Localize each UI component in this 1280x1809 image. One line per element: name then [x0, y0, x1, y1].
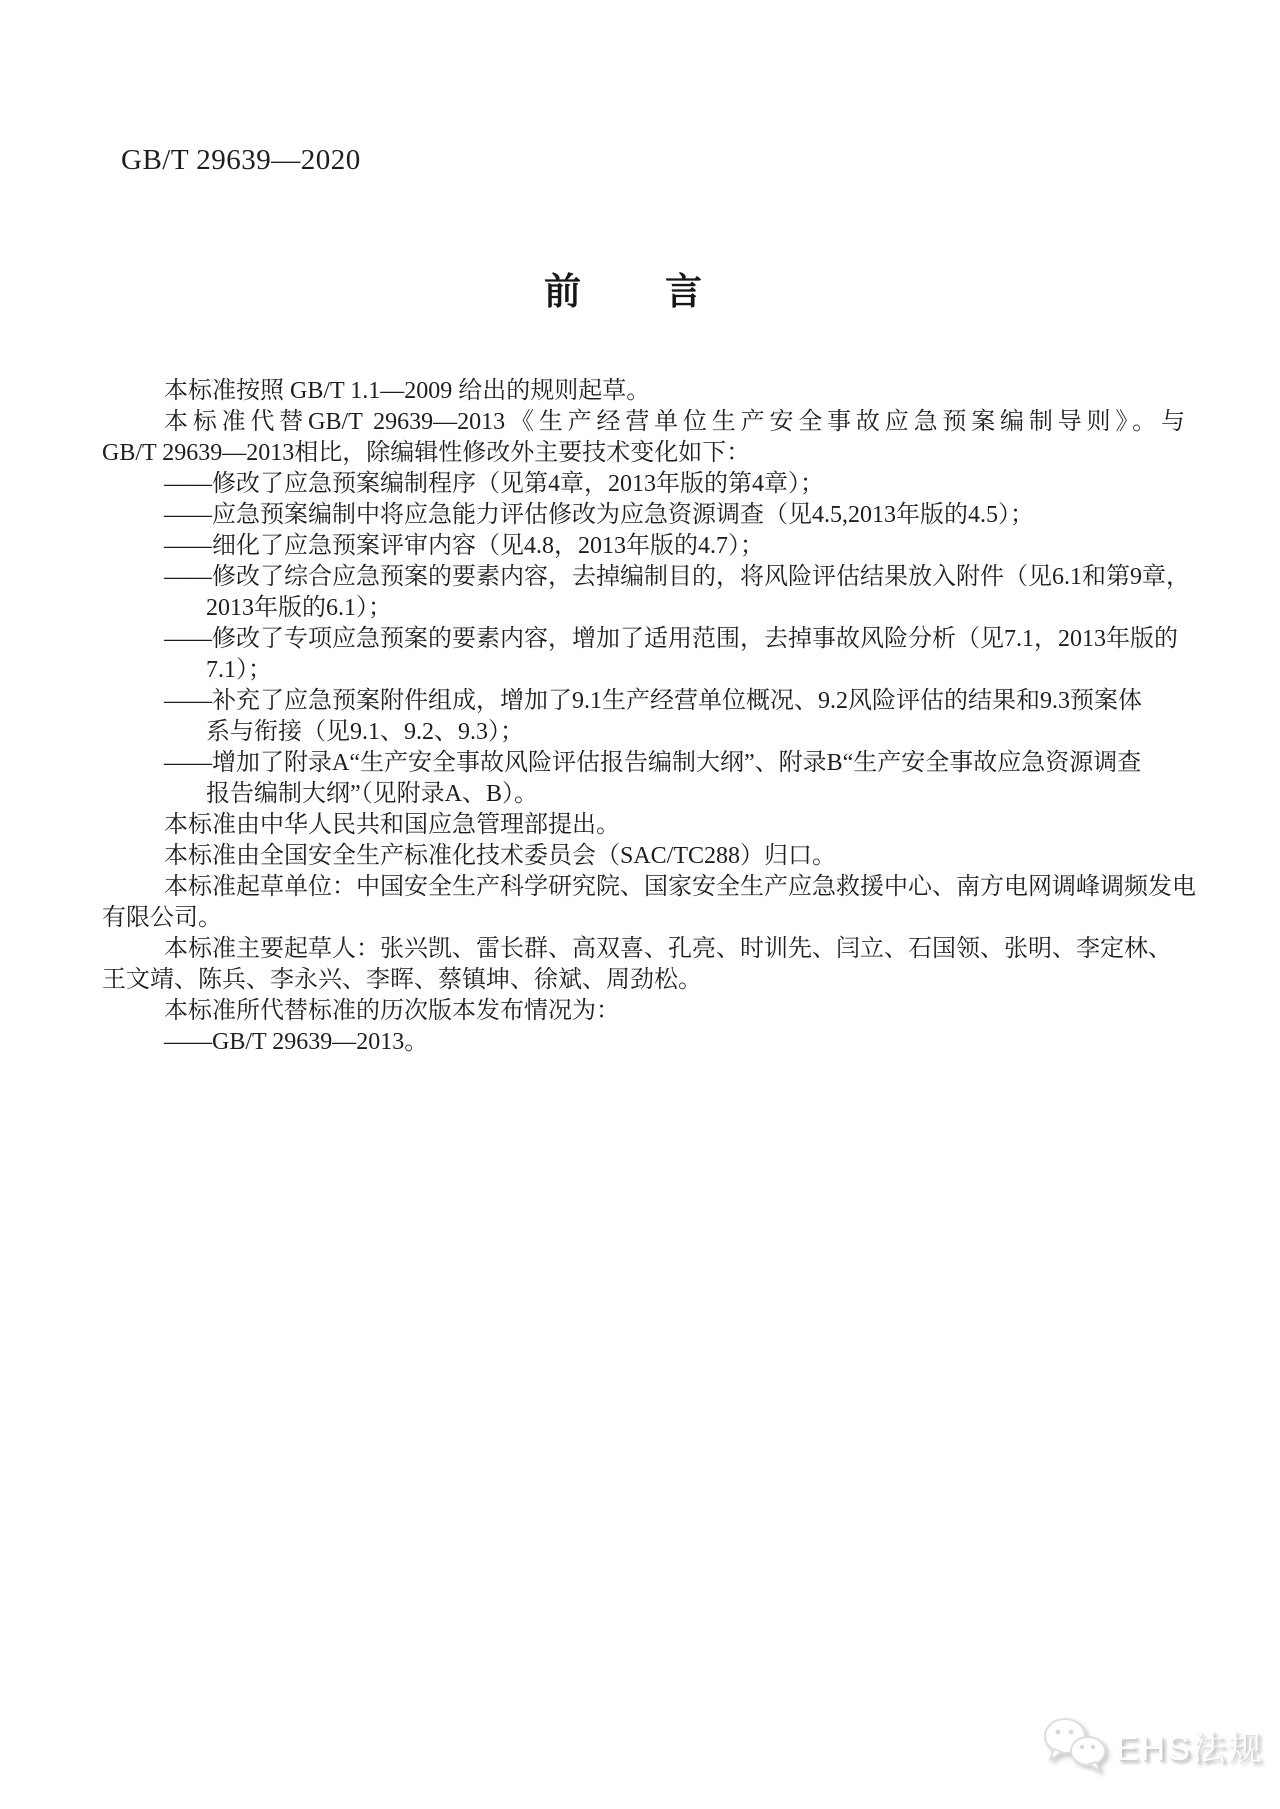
watermark-label: EHS法规	[1116, 1729, 1264, 1768]
body-line: ——修改了应急预案编制程序（见第4章，2013年版的第4章）；	[164, 471, 824, 497]
body-line: ——增加了附录A“生产安全事故风险评估报告编制大纲”、附录B“生产安全事故应急资源调查	[164, 750, 1142, 776]
wechat-icon	[1042, 1716, 1112, 1781]
body-line: 王文靖、陈兵、李永兴、李晖、蔡镇坤、徐斌、周劲松。	[102, 967, 702, 993]
body-line: ——GB/T 29639—2013。	[164, 1029, 429, 1055]
body-line: 本标准主要起草人：张兴凯、雷长群、高双喜、孔亮、时训先、闫立、石国领、张明、李定林、	[164, 936, 1172, 962]
standard-code: GB/T 29639—2020	[121, 144, 361, 176]
body-line: 本标准按照 GB/T 1.1—2009 给出的规则起草。	[164, 378, 651, 404]
body-line: 报告编制大纲”（见附录A、B）。	[206, 781, 538, 807]
foreword-title	[0, 272, 1246, 312]
body-line: 2013年版的6.1）；	[206, 595, 392, 621]
foreword-title-char-1: 前	[544, 271, 581, 312]
watermark	[1042, 1716, 1264, 1781]
body-line: ——细化了应急预案评审内容（见4.8，2013年版的4.7）；	[164, 533, 764, 559]
body-line: 有限公司。	[102, 905, 222, 931]
body-line: 系与衔接（见9.1、9.2、9.3）；	[206, 719, 524, 745]
body-line: 本标准由全国安全生产标准化技术委员会（SAC/TC288）归口。	[164, 843, 837, 869]
body-line: 本标准由中华人民共和国应急管理部提出。	[164, 812, 620, 838]
body-line: ——补充了应急预案附件组成，增加了9.1生产经营单位概况、9.2风险评估的结果和9.3预案体	[164, 688, 1142, 714]
body-line: 本标准起草单位：中国安全生产科学研究院、国家安全生产应急救援中心、南方电网调峰调频发电	[164, 874, 1196, 900]
foreword-body	[102, 376, 1196, 1058]
body-line: ——应急预案编制中将应急能力评估修改为应急资源调查（见4.5,2013年版的4.5）；	[164, 502, 1034, 528]
body-line: 本标准所代替标准的历次版本发布情况为：	[164, 998, 620, 1024]
body-line: ——修改了综合应急预案的要素内容，去掉编制目的，将风险评估结果放入附件（见6.1和第9章，	[164, 564, 1190, 590]
foreword-title-char-2: 言	[665, 271, 702, 312]
body-line: 本标准代替GB/T 29639—2013《生产经营单位生产安全事故应急预案编制导则》。与	[164, 409, 1185, 435]
body-line: 7.1）；	[206, 657, 272, 683]
body-line: ——修改了专项应急预案的要素内容，增加了适用范围，去掉事故风险分析（见7.1，2013年版的	[164, 626, 1178, 652]
body-line: GB/T 29639—2013相比，除编辑性修改外主要技术变化如下：	[102, 440, 751, 466]
